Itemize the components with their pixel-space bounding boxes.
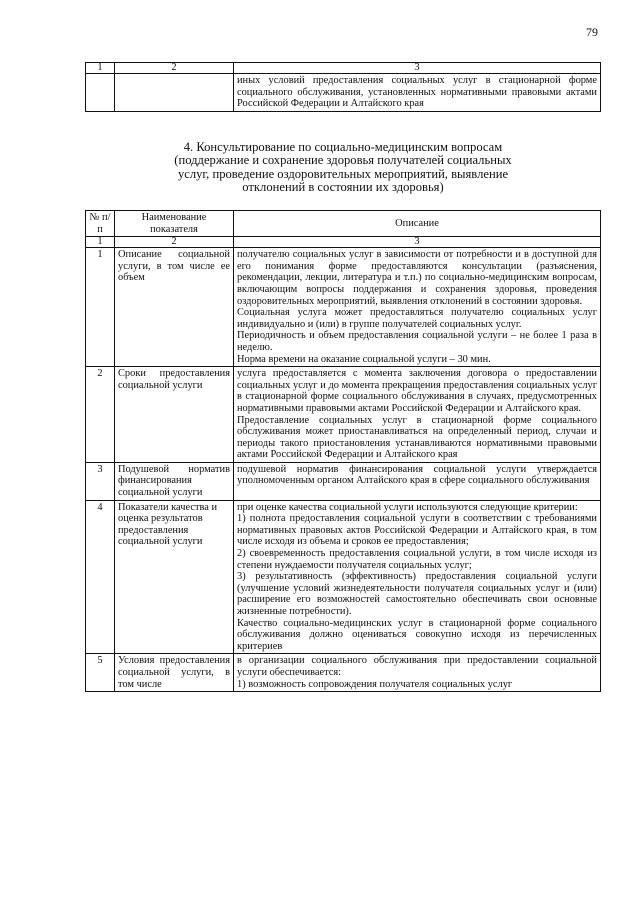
description-paragraph: при оценке качества социальной услуги используются следующие критерии: [237, 501, 578, 513]
header-name: Наименование показателя [115, 211, 234, 237]
table-row [86, 462, 601, 500]
row-description [234, 462, 601, 500]
service-table [85, 210, 601, 692]
description-paragraph: подушевой норматив финансирования социальной услуги утверждается уполномоченным органом Алтайского края в сфере социального обслуживания [237, 463, 597, 487]
description-paragraph: 1) возможность сопровождения получателя социальных услуг [237, 678, 513, 690]
section-title [85, 141, 601, 195]
section-title-line: (поддержание и сохранение здоровья получателей социальных [174, 153, 512, 168]
index-cell-2: 2 [115, 237, 234, 248]
table-row [86, 500, 601, 654]
table-row [86, 248, 601, 367]
section-title-line: отклонений в состоянии их здоровья) [242, 180, 444, 195]
row-description [234, 500, 601, 654]
row-number: 1 [86, 248, 115, 367]
section-title-line: услуг, проведение оздоровительных мероприятий, выявление [177, 166, 509, 181]
continuation-table [85, 62, 601, 112]
row-name: Показатели качества и оценка результатов предоставления социальной услуги [115, 500, 234, 654]
page-number: 79 [586, 25, 598, 39]
row-description [234, 654, 601, 692]
description-paragraph: Норма времени на оказание социальной услуги – 30 мин. [237, 353, 491, 365]
index-cell-1: 1 [86, 63, 115, 74]
row-number: 2 [86, 367, 115, 463]
row-name: Описание социальной услуги, в том числе ее объем [115, 248, 234, 367]
description-paragraph: Периодичность и объем предоставления социальной услуги – не более 1 раза в неделю. [237, 330, 597, 353]
index-cell-1: 1 [86, 237, 115, 248]
index-cell-2: 2 [115, 63, 234, 74]
description-paragraph: 2) своевременность предоставления социальной услуги, в том числе исходя из степени нуждаемости получателя социальных услуг; [237, 548, 597, 571]
description-paragraph: 1) полнота предоставления социальной услуги в соответствии с требованиями нормативных правовых актов Российской Федерации и Алтайского края, в том числе исходя из объема и сроков ее предоставления; [237, 513, 597, 548]
row-name: Условия предоставления социальной услуги, в том числе [115, 654, 234, 692]
description-paragraph: получателю социальных услуг в зависимости от потребности и в доступной для его понимания форме предоставляются консультации (разъяснения, рекомендации, лекции, литература и т.п.) по социально-медицинским вопросам, включающим вопросы поддержания и сохранения здоровья, проведения оздоровительных мероприятий, выявления отклонений в состоянии здоровья. [237, 249, 597, 307]
description-paragraph: в организации социального обслуживания при предоставлении социальной услуги обеспечивается: [237, 655, 597, 678]
description-paragraph: Социальная услуга может предоставляться получателю социальных услуг индивидуально и (или) в группе получателей социальных услуг. [237, 307, 597, 330]
section-title-line: 4. Консультирование по социально-медицинским вопросам [183, 140, 503, 154]
row-description: иных условий предоставления социальных услуг в стационарной форме социального обслуживания, установленных нормативными правовыми актами Российской Федерации и Алтайского края [234, 74, 601, 112]
row-name [115, 74, 234, 112]
row-description [234, 367, 601, 463]
header-number: № п/п [86, 211, 115, 237]
header-description: Описание [234, 211, 601, 237]
table-row [86, 654, 601, 692]
table-row [86, 74, 601, 112]
continuation-index-row [86, 63, 601, 74]
description-paragraph: 3) результативность (эффективность) предоставления социальной услуги (улучшение условий жизнедеятельности получателя социальных услуг и (или) расширение его возможностей самостоятельно обеспечивать свои основные жизненные потребности). [237, 571, 597, 617]
row-description [234, 248, 601, 367]
table-row [86, 367, 601, 463]
row-number: 5 [86, 654, 115, 692]
table-index-row [86, 237, 601, 248]
row-name: Сроки предоставления социальной услуги [115, 367, 234, 463]
description-paragraph: услуга предоставляется с момента заключения договора о предоставлении социальных услуг и до момента прекращения предоставления социальных услуг в стационарной форме социального обслуживания в случаях, предусмотренных нормативными правовыми актами Российской Федерации и Алтайского края. [237, 368, 597, 414]
index-cell-3: 3 [234, 237, 601, 248]
row-number: 3 [86, 462, 115, 500]
row-name: Подушевой норматив финансирования социальной услуги [115, 462, 234, 500]
table-header-row [86, 211, 601, 237]
row-number [86, 74, 115, 112]
description-paragraph: Качество социально-медицинских услуг в стационарной форме социального обслуживания должно оцениваться совокупно исходя из перечисленных критериев [237, 617, 597, 652]
index-cell-3: 3 [234, 63, 601, 74]
row-number: 4 [86, 500, 115, 654]
description-paragraph: Предоставление социальных услуг в стационарной форме социального обслуживания может приостанавливаться на определенный период, случаи и периоды такого приостановления устанавливаются нормативными правовыми актами Российской Федерации и Алтайского края [237, 414, 597, 461]
